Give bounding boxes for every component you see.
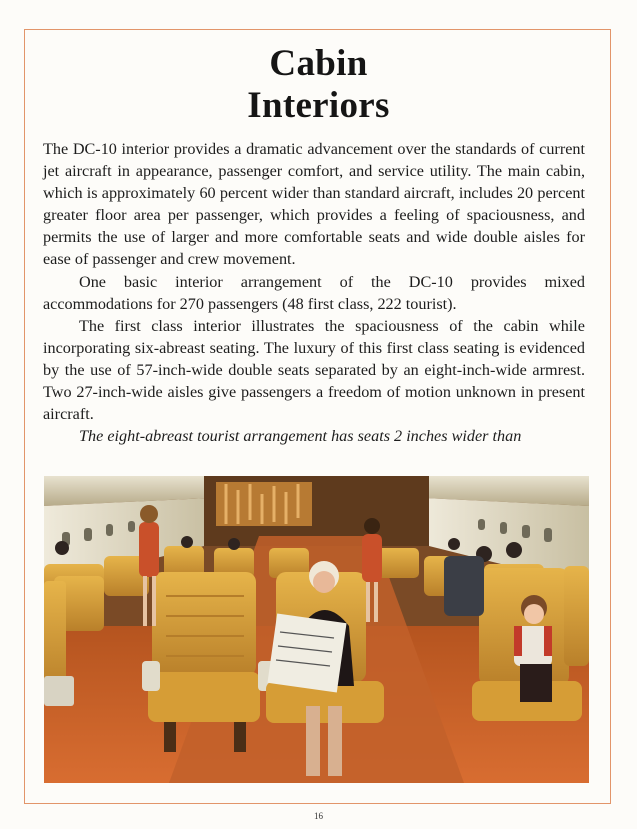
page-title-line-1: Cabin [269, 43, 368, 84]
paragraph-2: One basic interior arrangement of the DC-10 provides mixed accommodations for 270 passengers (48 first class, 222 tourist). [43, 272, 585, 313]
body-text [43, 138, 585, 447]
paragraph-4: The eight-abreast tourist arrangement has seats 2 inches wider than [79, 427, 522, 446]
paragraph-3: The first class interior illustrates the spaciousness of the cabin while incorporating six-abreast seating. The luxury of this first class seating is evidenced by the use of 57-inch-wide double seats separated by an eight-inch-wide armrest. Two 27-inch-wide aisles give passengers a freedom of motion unknown in present aircraft. [43, 316, 585, 424]
page-number: 16 [314, 811, 323, 821]
cabin-interior-photo [44, 476, 589, 783]
paragraph-1: The DC-10 interior provides a dramatic advancement over the standards of current jet aircraft in appearance, passenger comfort, and service utility. The main cabin, which is approximately 60 percent wider than standard aircraft, includes 20 percent greater floor area per passenger, which provides a feeling of spaciousness, and permits the use of larger and more comfortable seats and wide double aisles for ease of passenger and crew movement. [43, 140, 585, 269]
page-title-line-2: Interiors [247, 85, 390, 126]
